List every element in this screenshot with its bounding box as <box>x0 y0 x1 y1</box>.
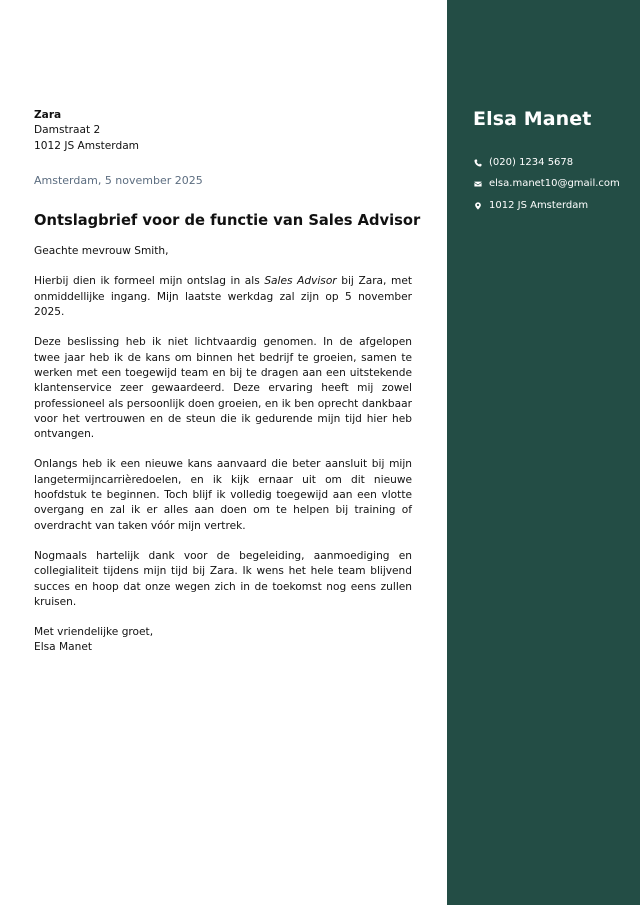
recipient-address <box>34 108 412 154</box>
salutation: Geachte mevrouw Smith, <box>34 245 169 258</box>
contact-phone <box>473 157 637 168</box>
paragraph-1 <box>34 274 412 320</box>
letter-subject: Ontslagbrief voor de functie van Sales Advisor <box>34 212 421 230</box>
contact-email <box>473 178 637 189</box>
paragraph-2: Deze beslissing heb ik niet lichtvaardig genomen. In de afgelopen twee jaar heb ik de kans om binnen het bedrijf te groeien, samen te werken met een toegewijd team en bij te dragen aan een uitstekende klantenservice zeer gewaardeerd. Deze ervaring heeft mij zowel professioneel als persoonlijk doen groeien, en ik ben oprecht dankbaar voor het vertrouwen en de steun die ik gedurende mijn tijd hier heb ontvangen. <box>34 336 412 441</box>
sidebar-name: Elsa Manet <box>473 108 592 130</box>
recipient-street: Damstraat 2 <box>34 124 101 137</box>
map-pin-icon <box>473 201 483 211</box>
email-address[interactable]: elsa.manet10@gmail.com <box>489 178 620 189</box>
paragraph-4: Nogmaals hartelijk dank voor de begeleiding, aanmoediging en collegialiteit tijdens mijn tijd bij Zara. Ik wens het hele team blijvend succes en hoop dat onze wegen zich in de toekomst nog eens zullen kruisen. <box>34 549 412 608</box>
paragraph-1-start: Hierbij dien ik formeel mijn ontslag in als <box>34 275 265 288</box>
signature-name: Elsa Manet <box>34 641 93 654</box>
phone-icon <box>473 158 483 168</box>
role-title: Sales Advisor <box>264 275 337 288</box>
recipient-name: Zara <box>34 109 62 121</box>
closing-greeting: Met vriendelijke groet, <box>34 626 154 639</box>
sidebar <box>447 0 640 905</box>
recipient-city: 1012 JS Amsterdam <box>34 139 140 152</box>
closing <box>34 625 412 656</box>
phone-number: (020) 1234 5678 <box>489 157 574 168</box>
letter-body <box>34 108 421 656</box>
paragraph-1-end: bij Zara, met onmiddellijke ingang. Mijn laatste werkdag zal zijn op 5 november 2025. <box>34 275 412 319</box>
letter-date: Amsterdam, 5 november 2025 <box>34 173 203 187</box>
envelope-icon <box>473 179 483 189</box>
paragraph-3: Onlangs heb ik een nieuwe kans aanvaard die beter aansluit bij mijn langetermijncarrièredoelen, en ik kijk ernaar uit om dit nieuwe hoofdstuk te beginnen. Toch blijf ik volledig toegewijd aan een vlotte overgang en zal ik er alles aan doen om te helpen bij training of overdracht van taken vóór mijn vertrek. <box>34 458 412 532</box>
address-text: 1012 JS Amsterdam <box>489 200 589 211</box>
contact-address <box>473 200 637 211</box>
